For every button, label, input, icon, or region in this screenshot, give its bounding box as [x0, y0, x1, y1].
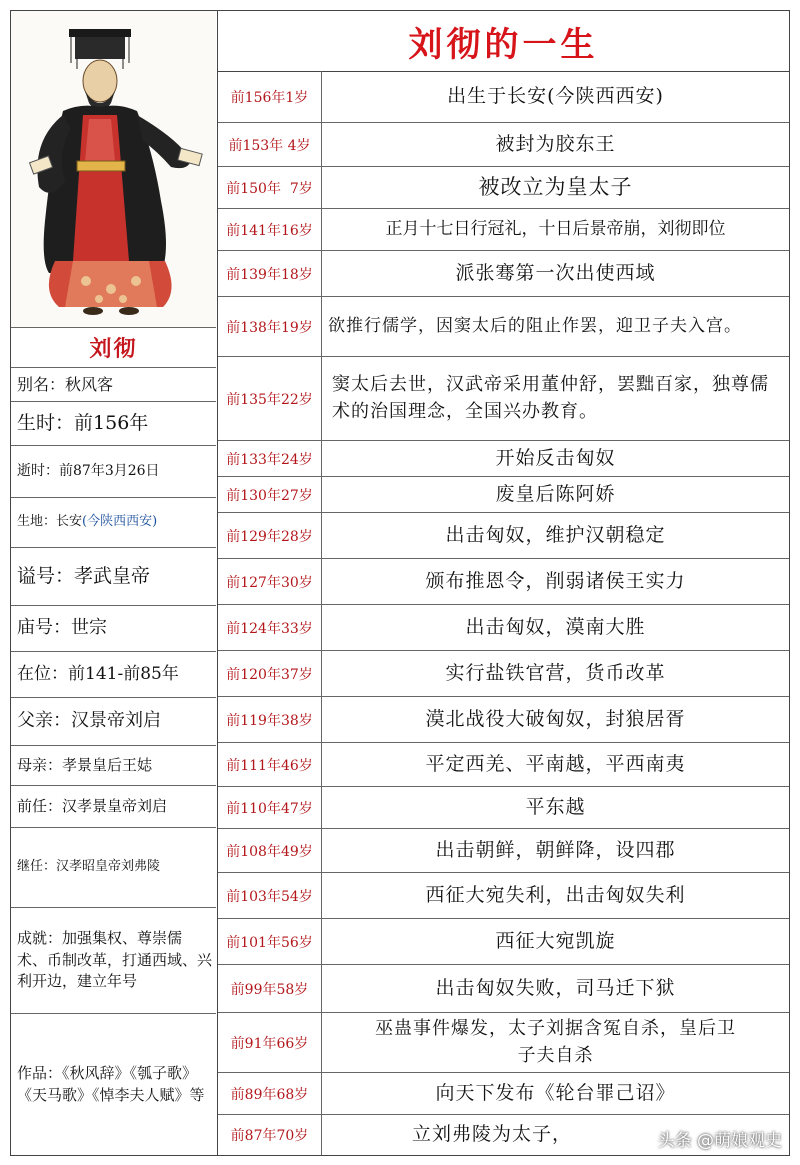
page-title: 刘彻的一生 [218, 11, 789, 72]
info-label: 别名： [17, 374, 66, 394]
info-value: 加强集权、尊崇儒术、币制改革，打通西域、兴利开边，建立年号 [17, 928, 213, 991]
timeline-row [218, 829, 789, 873]
timeline-row [218, 167, 789, 209]
timeline-event: 被改立为皇太子 [478, 175, 633, 200]
timeline-row [218, 873, 789, 919]
info-label: 作品： [17, 1063, 63, 1082]
timeline-row [218, 787, 789, 829]
timeline-year: 前101年56岁 [218, 919, 322, 964]
info-label: 母亲： [17, 755, 63, 774]
timeline-year: 前111年46岁 [218, 743, 322, 786]
info-birthplace [11, 498, 216, 548]
timeline-year: 前141年16岁 [218, 209, 322, 250]
timeline-panel [218, 11, 789, 1155]
profile-panel [11, 11, 218, 1155]
timeline-row [218, 71, 789, 123]
info-mother [11, 746, 216, 786]
timeline-event: 西征大宛失利，出击匈奴失利 [425, 883, 686, 906]
info-label: 成就： [17, 928, 63, 947]
timeline-event: 平东越 [525, 795, 586, 818]
info-label: 生地： [17, 514, 57, 530]
info-father [11, 698, 216, 746]
info-achievements [11, 908, 216, 1014]
timeline-year: 前138年19岁 [218, 297, 322, 356]
timeline-event: 出击匈奴，漠南大胜 [465, 615, 646, 638]
timeline-row [218, 123, 789, 167]
info-value: 秋风客 [65, 374, 114, 394]
timeline-row [218, 357, 789, 441]
info-value: 世宗 [71, 617, 107, 639]
info-value: 长安 [56, 514, 83, 530]
info-value: 前156年 [74, 411, 149, 434]
info-note: (今陕西西安) [82, 514, 158, 530]
timeline-row [218, 297, 789, 357]
info-value: 孝武皇帝 [74, 564, 151, 587]
info-label: 逝时： [17, 463, 59, 480]
profile-name: 刘彻 [11, 327, 216, 368]
timeline-event: 西征大宛凯旋 [495, 929, 616, 952]
info-label: 庙号： [17, 617, 71, 639]
info-label: 前任： [17, 796, 63, 815]
info-value: 前87年3月26日 [59, 463, 160, 480]
timeline-row [218, 919, 789, 965]
timeline-row [218, 697, 789, 743]
info-temple-name [11, 606, 216, 652]
timeline-year: 前153年 4岁 [218, 123, 322, 166]
timeline-row [218, 477, 789, 513]
timeline-event: 被封为胶东王 [495, 132, 616, 155]
timeline-event: 正月十七日行冠礼，十日后景帝崩，刘彻即位 [385, 219, 726, 240]
info-value: 汉景帝刘启 [71, 710, 161, 732]
timeline-event: 立刘弗陵为太子， [412, 1123, 573, 1146]
timeline-row [218, 1013, 789, 1073]
timeline-year: 前89年68岁 [218, 1073, 322, 1114]
timeline-year: 前139年18岁 [218, 251, 322, 296]
info-value: 汉孝景皇帝刘启 [62, 796, 168, 815]
timeline-row [218, 441, 789, 477]
timeline-year: 前87年70岁 [218, 1115, 322, 1155]
page-frame [10, 10, 790, 1156]
timeline-event: 巫蛊事件爆发，太子刘据含冤自杀，皇后卫子夫自杀 [375, 1018, 736, 1066]
info-death [11, 446, 216, 498]
timeline-row [218, 965, 789, 1013]
info-posthumous-name [11, 548, 216, 606]
timeline-year: 前120年37岁 [218, 651, 322, 696]
info-value: 汉孝昭皇帝刘弗陵 [56, 859, 161, 875]
timeline-row [218, 1073, 789, 1115]
info-alias [11, 368, 216, 402]
timeline-event: 派张骞第一次出使西域 [455, 261, 656, 284]
timeline-year: 前103年54岁 [218, 873, 322, 918]
timeline-row [218, 251, 789, 297]
timeline-event: 开始反击匈奴 [495, 446, 616, 469]
timeline-event: 颁布推恩令，削弱诸侯王实力 [425, 569, 686, 592]
timeline-row [218, 743, 789, 787]
source-watermark: 头条 @萌娘观史 [657, 1131, 782, 1151]
timeline-row [218, 559, 789, 605]
info-reign [11, 652, 216, 698]
timeline-year: 前129年28岁 [218, 513, 322, 558]
timeline-event: 出击匈奴失败，司马迁下狱 [435, 976, 676, 999]
info-successor [11, 828, 216, 908]
info-value: 孝景皇后王娡 [62, 755, 153, 774]
info-works [11, 1014, 216, 1155]
timeline-year: 前133年24岁 [218, 441, 322, 476]
info-value: 《秋风辞》《瓠子歌》《天马歌》《悼李夫人赋》等 [17, 1063, 205, 1104]
timeline-year: 前130年27岁 [218, 477, 322, 512]
timeline-row [218, 605, 789, 651]
timeline-event: 出生于长安(今陕西西安) [447, 84, 664, 107]
timeline-event: 平定西羌、平南越，平西南夷 [425, 752, 686, 775]
info-label: 在位： [17, 664, 68, 685]
info-predecessor [11, 786, 216, 828]
timeline-year: 前127年30岁 [218, 559, 322, 604]
timeline-event: 废皇后陈阿娇 [495, 482, 616, 505]
timeline-event: 窦太后去世，汉武帝采用董仲舒，罢黜百家，独尊儒术的治国理念，全国兴办教育。 [332, 374, 769, 422]
timeline-year: 前99年58岁 [218, 965, 322, 1012]
timeline-year: 前135年22岁 [218, 357, 322, 440]
info-value: 前141-前85年 [68, 664, 179, 685]
info-label: 继任： [17, 859, 57, 875]
timeline-row [218, 513, 789, 559]
timeline-year: 前110年47岁 [218, 787, 322, 828]
timeline-event: 欲推行儒学，因窦太后的阻止作罢，迎卫子夫入宫。 [328, 316, 742, 337]
info-birth [11, 402, 216, 446]
timeline-year: 前119年38岁 [218, 697, 322, 742]
timeline-year: 前108年49岁 [218, 829, 322, 872]
info-label: 父亲： [17, 710, 71, 732]
timeline-event: 向天下发布《轮台罪己诏》 [435, 1081, 676, 1104]
info-label: 谥号： [17, 564, 75, 587]
timeline-year: 前150年 7岁 [218, 167, 322, 208]
timeline-event: 漠北战役大破匈奴，封狼居胥 [425, 707, 686, 730]
emperor-figure-illustration [11, 11, 216, 327]
timeline-row [218, 209, 789, 251]
timeline-year: 前91年66岁 [218, 1013, 322, 1072]
timeline-event: 出击匈奴，维护汉朝稳定 [445, 523, 666, 546]
info-label: 生时： [17, 411, 75, 434]
timeline-year: 前124年33岁 [218, 605, 322, 650]
emperor-portrait [11, 11, 216, 328]
timeline-event: 出击朝鲜，朝鲜降，设四郡 [435, 838, 676, 861]
timeline-year: 前156年1岁 [218, 71, 322, 122]
timeline-row [218, 651, 789, 697]
timeline-event: 实行盐铁官营，货币改革 [445, 661, 666, 684]
